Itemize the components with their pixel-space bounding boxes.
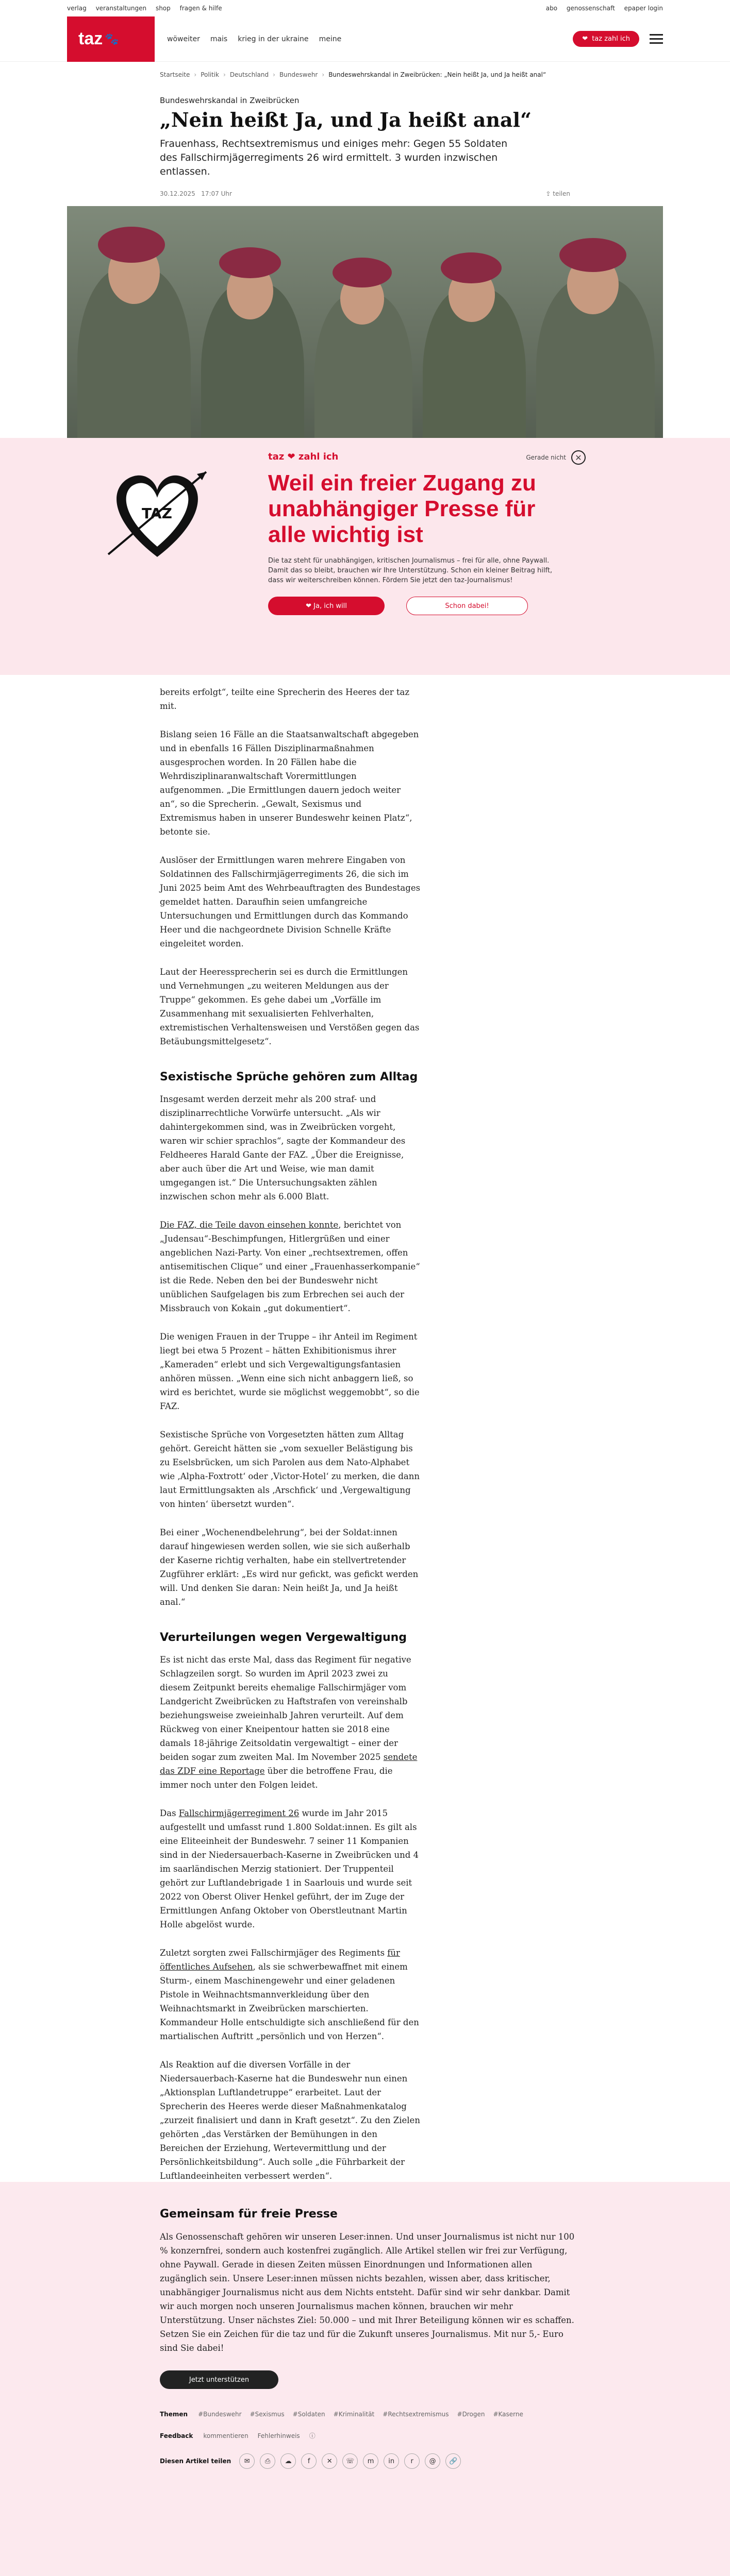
theme-tag[interactable]: #Drogen <box>457 2411 485 2418</box>
article-time: 17:07 Uhr <box>201 190 232 197</box>
donation-buttons <box>268 597 557 615</box>
theme-tag[interactable]: #Kaserne <box>493 2411 523 2418</box>
support-text: Als Genossenschaft gehören wir unseren Leser:innen. Und unser Journalismus ist nicht nur 100 % konzernfrei, sondern auch kostenfrei zugänglich. Alle Artikel stellen wir frei zur Verfügung, ohne Paywall. Gerade in diesen Zeiten müssen Einordnungen und Informationen allen zugänglich sein. Unsere Leser:innen müssen nichts bezahlen, wissen aber, dass kritischer, unabhängiger Journalismus nicht aus dem Nichts entsteht. Dafür sind wir sehr dankbar. Damit wir auch morgen noch unseren Journalismus machen können, brauchen wir mehr Unterstützung. Unser nächstes Ziel: 50.000 – und mit Ihrer Beteiligung können wir es schaffen. Setzen Sie ein Zeichen für die taz und für die Zukunft unseres Journalismus. Mit nur 5,- Euro sind Sie dabei! <box>160 2232 575 2353</box>
share-row-label: Diesen Artikel teilen <box>160 2458 231 2465</box>
breadcrumb-politik[interactable]: Politik <box>201 71 219 78</box>
article-body <box>0 685 580 2197</box>
nav-item-2[interactable]: mais <box>210 35 228 43</box>
bluesky-icon[interactable]: ☁ <box>280 2453 296 2469</box>
breadcrumb: Startseite › Politik › Deutschland › Bundeswehr › Bundeswehrskandal in Zweibrücken: „Nein heißt Ja, und Ja heißt anal“ <box>160 71 546 78</box>
article-lead: Frauenhass, Rechtsextremismus und einiges mehr: Gegen 55 Soldaten des Fallschirmjägerregiments 26 wird ermittelt. 3 wurden inzwischen entlassen. <box>160 138 508 177</box>
topbar-link-help[interactable]: fragen & hilfe <box>179 5 222 12</box>
donate-yes-label: Ja, ich will <box>313 602 347 610</box>
support-title: Gemeinsam für freie Presse <box>160 2208 338 2221</box>
themes-label: Themen <box>160 2411 188 2418</box>
mastodon-icon[interactable]: m <box>363 2453 378 2469</box>
main-nav <box>167 35 352 43</box>
body-text: Das <box>160 1808 179 1818</box>
zdf-link[interactable]: sendete das ZDF eine Reportage <box>160 1752 418 1776</box>
reddit-icon[interactable]: r <box>404 2453 420 2469</box>
topbar-link-veranstaltungen[interactable]: veranstaltungen <box>95 5 147 12</box>
themes-row <box>160 2411 570 2418</box>
svg-text:TAZ: TAZ <box>142 505 172 522</box>
feedback-row <box>160 2431 570 2440</box>
theme-tag[interactable]: #Sexismus <box>250 2411 285 2418</box>
donation-brand: taz ❤ zahl ich <box>268 451 339 462</box>
body-paragraph: Die wenigen Frauen in der Truppe – ihr Anteil im Regiment liegt bei etwa 5 Prozent – hätten Exhibitionismus ihrer „Kameraden“ erlebt und sich Vergewaltigungsfantasien anhören müssen. „Wenn eine sich nicht anbaggern ließ, so wird es berichtet, wurde sie möglichst weggemobbt“, so die FAZ. <box>160 1332 420 1411</box>
support-button[interactable]: Jetzt unterstützen <box>160 2370 278 2389</box>
print-icon[interactable]: ⎙ <box>260 2453 275 2469</box>
body-paragraph: Sexistische Sprüche von Vorgesetzten hätten zum Alltag gehört. Gereicht hätten sie „vom sexueller Belästigung bis zu Eselsbrücken, um sich Parolen aus dem Nato-Alphabet wie ‚Alpha-Foxtrott‘ oder ‚Victor-Hotel‘ zu merken, die dann laut Ermittlungsakten als ‚Arschfick‘ und ‚Vergewaltigung von hinten‘ übersetzt wurden“. <box>160 1430 420 1509</box>
heart-icon: ❤ <box>306 602 314 610</box>
share-label: teilen <box>553 190 570 197</box>
heart-icon: ❤ <box>582 35 588 43</box>
body-paragraph: Als Reaktion auf die diversen Vorfälle in der Niedersauerbach-Kaserne hat die Bundeswehr nun einen „Aktionsplan Luftlandetruppe“ erarbeitet. Laut der Sprecherin des Heeres werde dieser Maßnahmenkatalog „zurzeit finalisiert und dann in Kraft gesetzt“. Zu den Zielen gehörten „das Verstärken der Bemühungen in den Bereichen der Erziehung, Wertevermittlung und der Persönlichkeitsbildung“. Auch solle „die Führbarkeit der Luftlandeeinheiten verbessert werden“. <box>160 2060 420 2181</box>
article-kicker: Bundeswehrskandal in Zweibrücken <box>160 96 300 105</box>
donation-popup <box>0 438 730 675</box>
article-meta <box>160 190 570 206</box>
share-icon: ⇪ <box>545 190 551 197</box>
whatsapp-icon[interactable]: ☏ <box>342 2453 358 2469</box>
logo-text: taz <box>78 29 103 48</box>
topbar-link-verlag[interactable]: verlag <box>67 5 87 12</box>
nav-item-4[interactable]: meine <box>319 35 342 43</box>
donation-close-label: Gerade nicht <box>526 454 566 461</box>
topbar-link-shop[interactable]: shop <box>155 5 171 12</box>
body-text: über die betroffene Frau, die immer noch unter den Folgen leidet. <box>160 1766 393 1790</box>
facebook-icon[interactable]: f <box>301 2453 317 2469</box>
donate-header-label: taz zahl ich <box>592 35 630 43</box>
breadcrumb-current: Bundeswehrskandal in Zweibrücken: „Nein heißt Ja, und Ja heißt anal“ <box>328 71 546 78</box>
aufsehen-link[interactable]: für öffentliches Aufsehen <box>160 1948 400 1972</box>
body-paragraph: Bislang seien 16 Fälle an die Staatsanwaltschaft abgegeben und in ebenfalls 16 Fällen Disziplinarmaßnahmen ausgesprochen worden. In 20 Fällen habe die Wehrdisziplinaranwaltschaft Vorermittlungen aufgenommen. „Die Ermittlungen dauern jedoch weiter an“, so die Sprecherin. „Gewalt, Sexismus und Extremismus haben in unserer Bundeswehr keinen Platz“, betonte sie. <box>160 730 419 837</box>
donation-content <box>268 451 557 675</box>
body-paragraph: bereits erfolgt“, teilte eine Sprecherin des Heeres der taz mit. <box>160 687 410 711</box>
theme-tag[interactable]: #Soldaten <box>292 2411 325 2418</box>
menu-icon[interactable] <box>650 34 663 44</box>
share-row <box>160 2453 570 2469</box>
body-text: Zuletzt sorgten zwei Fallschirmjäger des Regiments <box>160 1948 388 1958</box>
body-text: , berichtet von „Judensau“-Beschimpfungen, Hitlergrüßen und einer angeblichen Nazi-Party. Von einer „rechtsextremen, offen antisemitischen Clique“ und einer „Frauenhasserkompanie“ ist die Rede. Neben den bei der Bundeswehr nicht unüblichen Saufgelagen bis zum Erbrechen sei auch der Missbrauch von Kokain „gut dokumentiert“. <box>160 1220 420 1313</box>
body-text: Es ist nicht das erste Mal, dass das Regiment für negative Schlagzeilen sorgt. So wurden im April 2023 zwei zu diesem Zeitpunkt bereits ehemalige Fallschirmjäger vom Landgericht Zweibrücken zu Haftstrafen von vereinshalb beziehungsweise zweieinhalb Jahren verurteilt. Auf dem Rückweg von einer Kneipentour hatten sie 2018 eine damals 18-jährige Zeitsoldatin vergewaltigt – einer der beiden sogar zum zweiten Mal. Im November 2025 <box>160 1655 411 1762</box>
body-text: wurde im Jahr 2015 aufgestellt und umfasst rund 1.800 Soldat:innen. Es gilt als eine Eliteeinheit der Bundeswehr. 7 seiner 11 Kompanien sind in der Niedersauerbach-Kaserne in Zweibrücken und 4 im saarländischen Merzig stationiert. Der Truppenteil gehört zur Luftlandebrigade 1 in Saarlouis und wurde seit 2022 von Oberst Oliver Henkel geführt, der im Zuge der Ermittlungen Anfang Oktober von Oberstleutnant Martin Holle abgelöst wurde. <box>160 1808 419 1929</box>
theme-tag[interactable]: #Rechtsextremismus <box>383 2411 449 2418</box>
top-bar <box>0 0 730 16</box>
nav-item-3[interactable]: krieg in der ukraine <box>238 35 309 43</box>
body-text: , als sie schwerbewaffnet mit einem Sturm-, einem Maschinengewehr und einer geladenen Pistole in Weihnachtsmannverkleidung über den Weihnachtsmarkt in Zweibrücken marschierten. Kommandeur Holle entschuldigte sich anschließend für den martialischen Auftritt „persönlich und von Herzen“. <box>160 1962 419 2041</box>
share-button[interactable] <box>545 190 570 197</box>
regiment-link[interactable]: Fallschirmjägerregiment 26 <box>178 1808 300 1818</box>
nav-item-1[interactable]: wöweiter <box>167 35 200 43</box>
topbar-link-epaper[interactable]: epaper login <box>624 5 663 12</box>
link-icon[interactable]: 🔗 <box>445 2453 461 2469</box>
body-paragraph <box>160 1218 421 1315</box>
body-paragraph <box>160 1806 421 1931</box>
body-paragraph: Insgesamt werden derzeit mehr als 200 straf- und disziplinarrechtliche Vorwürfe untersucht. „Als wir dahintergekommen sind, was in Zweibrücken vorgeht, waren wir schier sprachlos“, sagte der Kommandeur des Feldheeres Harald Gante der FAZ. „Über die Ereignisse, aber auch über die Art und Weise, wie man damit umgegangen ist.“ Die Untersuchungsakten zählen inzwischen schon mehr als 6.000 Blatt. <box>160 1094 406 1201</box>
error-report-link[interactable]: Fehlerhinweis <box>257 2432 300 2439</box>
support-box <box>0 2182 730 2576</box>
theme-tag[interactable]: #Kriminalität <box>333 2411 375 2418</box>
breadcrumb-home[interactable]: Startseite <box>160 71 190 78</box>
taz-logo[interactable] <box>67 16 155 62</box>
subheading: Sexistische Sprüche gehören zum Alltag <box>160 1071 418 1083</box>
article-header <box>0 96 730 484</box>
body-paragraph <box>160 1653 421 1792</box>
comment-link[interactable]: kommentieren <box>203 2432 248 2439</box>
breadcrumb-deutschland[interactable]: Deutschland <box>229 71 269 78</box>
help-icon[interactable]: ⓘ <box>309 2432 316 2439</box>
theme-tag[interactable]: #Bundeswehr <box>198 2411 242 2418</box>
donate-already-button[interactable]: Schon dabei! <box>406 597 528 615</box>
body-paragraph <box>160 1946 421 2043</box>
breadcrumb-bundeswehr[interactable]: Bundeswehr <box>279 71 318 78</box>
faz-link[interactable]: Die FAZ, die Teile davon einsehen konnte <box>160 1220 339 1230</box>
donation-close[interactable] <box>526 450 586 465</box>
body-paragraph: Bei einer „Wochenendbelehrung“, bei der Soldat:innen darauf hingewiesen werden sollen, wie sie sich außerhalb der Kaserne richtig verhalten, habe ein stellvertretender Zugführer erklärt: „Es wird nur gefickt, was gefickt werden will. Und denken Sie daran: Nein heißt Ja, und Ja heißt anal.“ <box>160 1528 419 1607</box>
body-paragraph: Auslöser der Ermittlungen waren mehrere Eingaben von Soldatinnen des Fallschirmjägerregiments 26, die sich im Juni 2025 beim Amt des Wehrbeauftragten des Bundestages gemeldet hatten. Daraufhin seien umfangreiche Untersuchungen und Ermittlungen durch das Kommando Heer und die nachgeordnete Division Schnelle Kräfte eingeleitet worden. <box>160 855 421 948</box>
donation-title: Weil ein freier Zugang zu unabhängiger Presse für alle wichtig ist <box>268 470 536 547</box>
site-header <box>0 16 730 62</box>
paw-icon: 🐾 <box>105 32 119 45</box>
article-title: „Nein heißt Ja, und Ja heißt anal“ <box>160 108 532 131</box>
feedback-label: Feedback <box>160 2432 193 2439</box>
linkedin-icon[interactable]: in <box>384 2453 399 2469</box>
taz-heart-logo <box>103 451 211 570</box>
close-icon[interactable]: ✕ <box>571 450 586 465</box>
body-paragraph: Laut der Heeressprecherin sei es durch die Ermittlungen und Vernehmungen „zu weiteren Meldungen aus der Truppe“ gekommen. Es gehe dabei um „Vorfälle im Zusammenhang mit sexualisierten Fehlverhalten, extremistischen Verhaltensweisen und Verstößen gegen das Betäubungsmittelgesetz“. <box>160 967 420 1046</box>
donation-text: Die taz steht für unabhängigen, kritischen Journalismus – frei für alle, ohne Paywall. Damit das so bleibt, brauchen wir Ihre Unterstützung. Schon ein kleiner Beitrag hilft, dass wir weiterschreiben können. Fördern Sie jetzt den taz-Journalismus! <box>268 557 553 584</box>
x-icon[interactable]: ✕ <box>322 2453 337 2469</box>
topbar-link-genossenschaft[interactable]: genossenschaft <box>566 5 615 12</box>
donate-yes-button[interactable] <box>268 597 385 615</box>
topbar-link-abo[interactable]: abo <box>545 5 558 12</box>
subheading: Verurteilungen wegen Vergewaltigung <box>160 1631 407 1644</box>
article-date: 30.12.2025 <box>160 190 195 197</box>
threads-icon[interactable]: @ <box>425 2453 440 2469</box>
email-icon[interactable]: ✉ <box>239 2453 255 2469</box>
donate-header-button[interactable] <box>573 31 639 47</box>
